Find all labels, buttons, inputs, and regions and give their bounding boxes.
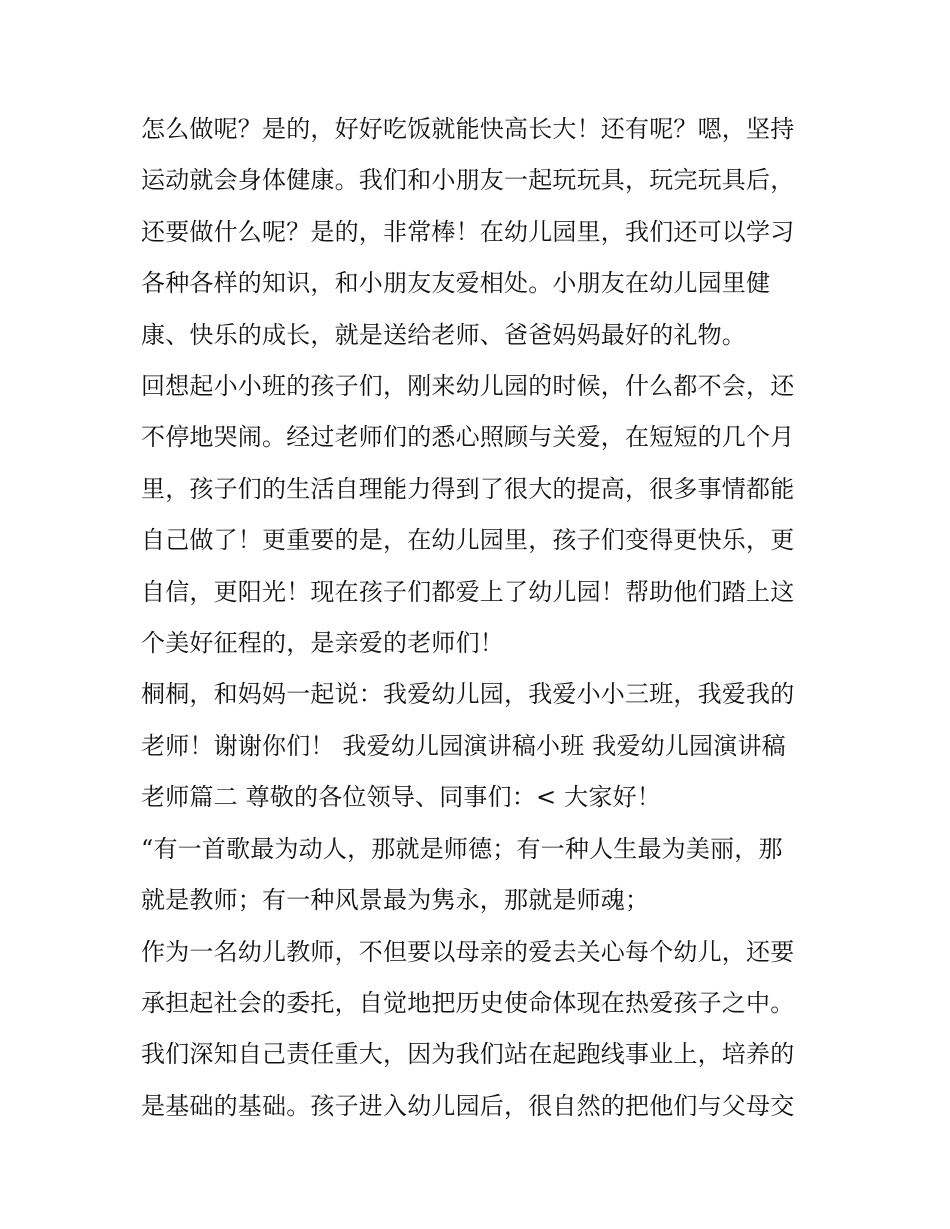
- paragraph-4: [141, 824, 815, 927]
- text-line: 自信，更阳光！现在孩子们都爱上了幼儿园！帮助他们踏上这: [141, 577, 795, 606]
- text-line: “有一首歌最为动人，那就是师德；有一种人生最为美丽，那: [141, 834, 783, 863]
- paragraph-2: [141, 361, 815, 669]
- text-line: 自己做了！更重要的是，在幼儿园里，孩子们变得更快乐，更: [141, 526, 795, 555]
- text-line: 各种各样的知识，和小朋友友爱相处。小朋友在幼儿园里健: [141, 269, 771, 298]
- text-line: 作为一名幼儿教师，不但要以母亲的爱去关心每个幼儿，还要: [141, 937, 795, 966]
- text-line: 运动就会身体健康。我们和小朋友一起玩玩具，玩完玩具后，: [141, 166, 795, 195]
- text-line: 回想起小小班的孩子们，刚来幼儿园的时候，什么都不会，还: [141, 372, 795, 401]
- text-line: 是基础的基础。孩子进入幼儿园后，很自然的把他们与父母交: [141, 1091, 795, 1120]
- text-line: 我们深知自己责任重大，因为我们站在起跑线事业上，培养的: [141, 1040, 795, 1069]
- text-line: 怎么做呢？是的，好好吃饭就能快高长大！还有呢？嗯，坚持: [141, 115, 795, 143]
- text-line: 不停地哭闹。经过老师们的悉心照顾与关爱，在短短的几个月: [141, 423, 795, 452]
- text-line: 桐桐，和妈妈一起说：我爱幼儿园，我爱小小三班，我爱我的: [141, 680, 795, 709]
- text-line: 个美好征程的，是亲爱的老师们！: [141, 629, 504, 658]
- text-line: 还要做什么呢？是的，非常棒！在幼儿园里，我们还可以学习: [141, 217, 795, 246]
- text-line: 承担起社会的委托，自觉地把历史使命体现在热爱孩子之中。: [141, 988, 795, 1017]
- text-line: 康、快乐的成长，就是送给老师、爸爸妈妈最好的礼物。: [141, 320, 746, 349]
- paragraph-3: [141, 669, 815, 823]
- paragraph-1: [141, 104, 815, 361]
- document-body: [141, 104, 815, 1132]
- text-line: 老师篇二 尊敬的各位领导、同事们：< 大家好！: [141, 783, 661, 812]
- text-line: 里，孩子们的生活自理能力得到了很大的提高，很多事情都能: [141, 474, 795, 503]
- text-line: 老师！谢谢你们！ 我爱幼儿园演讲稿小班 我爱幼儿园演讲稿: [141, 731, 786, 760]
- paragraph-5: [141, 927, 815, 1133]
- text-line: 就是教师；有一种风景最为隽永，那就是师魂；: [141, 886, 650, 915]
